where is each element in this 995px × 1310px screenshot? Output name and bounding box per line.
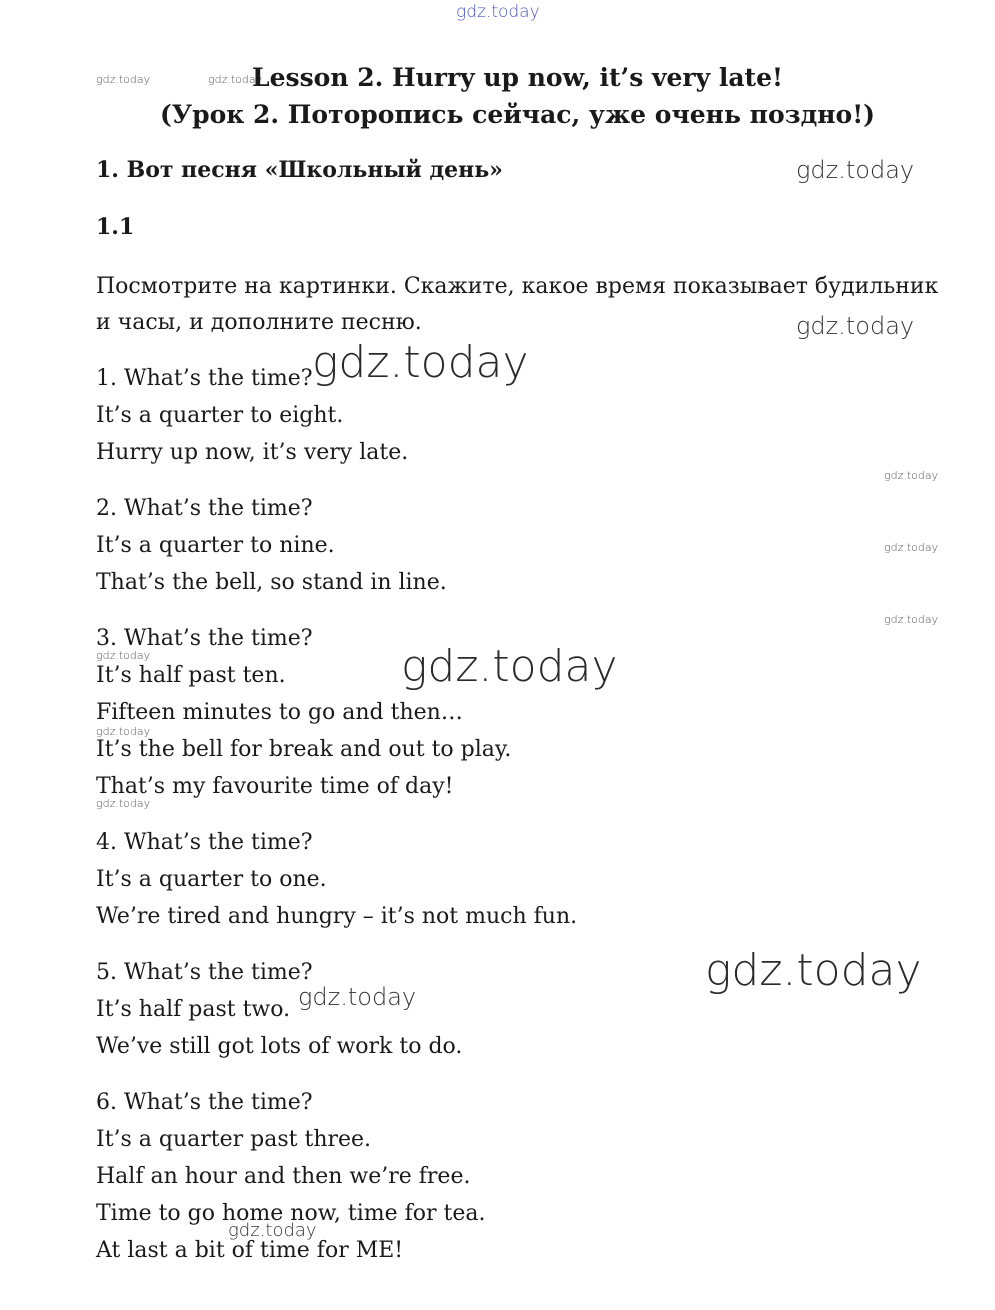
page-title: Lesson 2. Hurry up now, it’s very late! (252, 63, 783, 92)
watermark: gdz.today (884, 613, 939, 626)
verse-line: 1. What’s the time? (96, 366, 313, 391)
verse-line: 6. What’s the time? (96, 1090, 313, 1115)
verse-line: At last a bit of time for ME! (96, 1238, 404, 1263)
verse-line: We’re tired and hungry – it’s not much fun. (96, 904, 578, 929)
watermark: gdz.today (208, 73, 263, 86)
watermark: gdz.today (796, 156, 915, 184)
verse (96, 360, 408, 471)
verse-line: That’s my favourite time of day! (96, 774, 454, 799)
page-subtitle: (Урок 2. Поторопись сейчас, уже очень поздно!) (159, 100, 876, 129)
verse-line: It’s a quarter to eight. (96, 403, 344, 428)
watermark: gdz.today (884, 469, 939, 482)
watermark: gdz.today (456, 2, 540, 22)
verse-line: Half an hour and then we’re free. (96, 1164, 471, 1189)
watermark: gdz.today (884, 541, 939, 554)
verse-line: It’s half past ten. (96, 663, 286, 688)
watermark: gdz.today (312, 337, 529, 388)
watermark: gdz.today (228, 1220, 317, 1241)
verse-line: That’s the bell, so stand in line. (96, 570, 447, 595)
verse-line: It’s a quarter to one. (96, 867, 327, 892)
verse-line: 5. What’s the time? (96, 960, 313, 985)
verse-line: It’s the bell for break and out to play. (96, 737, 512, 762)
verse (96, 1084, 486, 1269)
watermark: gdz.today (705, 945, 922, 996)
instruction-text: Посмотрите на картинки. Скажите, какое время показывает будильник и часы, и дополните песню. (96, 274, 939, 335)
watermark: gdz.today (96, 725, 151, 738)
verse-line: Hurry up now, it’s very late. (96, 440, 409, 465)
verse-line: We’ve still got lots of work to do. (96, 1034, 463, 1059)
verse-line: 4. What’s the time? (96, 830, 313, 855)
verse-line: Fifteen minutes to go and then… (96, 700, 463, 725)
watermark: gdz.today (401, 641, 618, 692)
watermark: gdz.today (298, 983, 417, 1011)
verse-line: It’s a quarter past three. (96, 1127, 372, 1152)
verse-line: 3. What’s the time? (96, 626, 313, 651)
watermark: gdz.today (96, 649, 151, 662)
verse (96, 954, 462, 1065)
verse-line: 2. What’s the time? (96, 496, 313, 521)
watermark: gdz.today (96, 797, 151, 810)
watermark: gdz.today (796, 312, 915, 340)
section-heading: 1. Вот песня «Школьный день» (96, 157, 503, 183)
verse (96, 620, 511, 805)
watermark: gdz.today (96, 73, 151, 86)
verse-line: Time to go home now, time for tea. (96, 1201, 486, 1226)
verse (96, 824, 577, 935)
verse-line: It’s a quarter to nine. (96, 533, 335, 558)
verse (96, 490, 447, 601)
section-number: 1.1 (96, 214, 135, 240)
verse-line: It’s half past two. (96, 997, 291, 1022)
